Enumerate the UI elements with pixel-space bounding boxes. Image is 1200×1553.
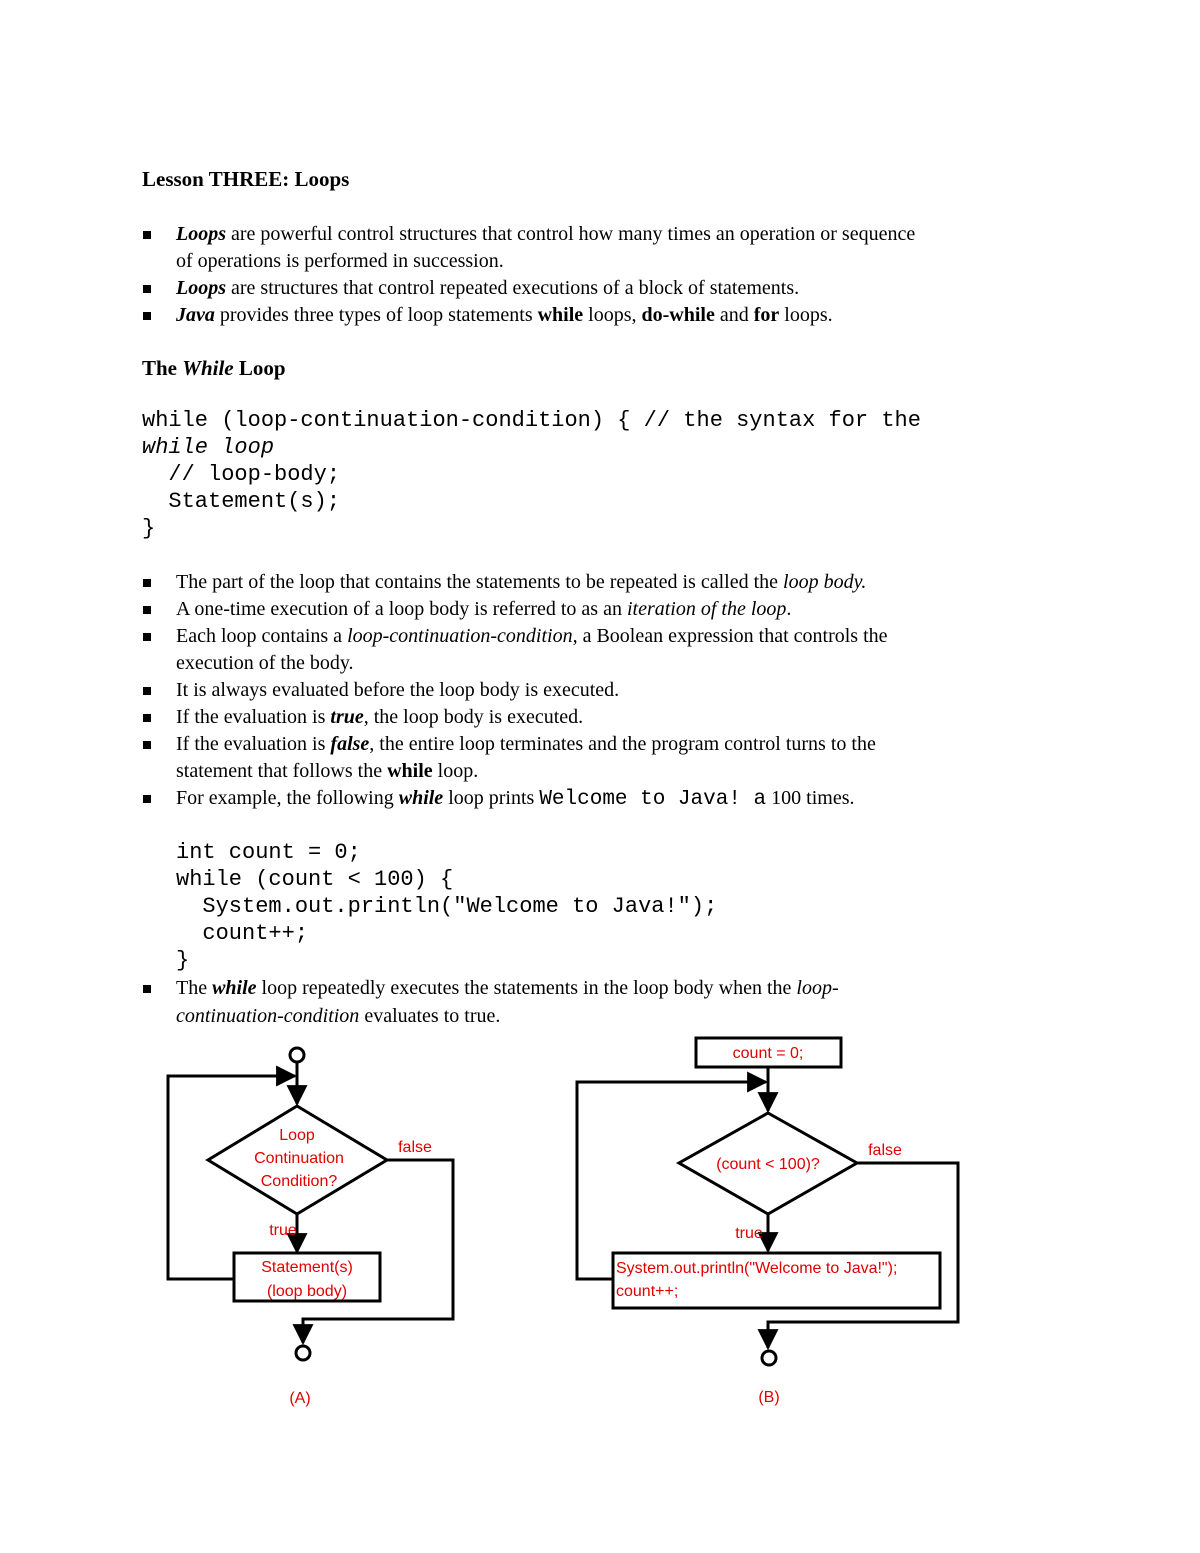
body-text: Statement(s) xyxy=(261,1259,353,1276)
text: statement that follows the xyxy=(176,760,388,782)
loop-back-connector xyxy=(577,1082,766,1279)
body-text: (loop body) xyxy=(266,1283,348,1300)
text: false xyxy=(330,733,370,755)
lesson-heading: Lesson THREE: Loops xyxy=(142,167,350,191)
false-label: false xyxy=(398,1139,432,1156)
text: loop repeatedly executes the statements in the loop body when the xyxy=(256,977,797,999)
text: A one-time execution of a loop body is referred to as an xyxy=(176,598,627,620)
example-line-4: count++; xyxy=(176,921,309,946)
keyword: while xyxy=(387,760,433,782)
condition-text: Continuation xyxy=(254,1150,344,1167)
text: evaluates to true. xyxy=(359,1005,501,1027)
example-line-2: while (count < 100) { xyxy=(176,867,454,892)
text: a Boolean expression that controls the xyxy=(577,625,888,647)
text: loops. xyxy=(779,304,833,326)
keyword: do-while xyxy=(641,304,715,326)
keyword: for xyxy=(753,304,780,326)
text: continuation-condition xyxy=(176,1005,360,1027)
point-4: It is always evaluated before the loop body is executed. xyxy=(176,679,620,701)
term: Java xyxy=(176,304,215,326)
text: loop-continuation-condition, xyxy=(347,625,578,647)
text: If the evaluation is xyxy=(176,706,331,728)
text: loop. xyxy=(432,760,479,782)
text: and xyxy=(714,304,754,326)
text: while xyxy=(212,977,257,999)
text: provides three types of loop statements xyxy=(214,304,538,326)
text: If the evaluation is xyxy=(176,733,331,755)
example-line-3: System.out.println("Welcome to Java!"); xyxy=(176,894,718,919)
text: loop prints xyxy=(443,787,540,809)
syntax-line-3: // loop-body; xyxy=(142,462,341,487)
true-label: true xyxy=(735,1225,763,1242)
intro-item-1-cont: of operations is performed in succession. xyxy=(176,250,504,272)
condition-text: (count < 100)? xyxy=(716,1156,820,1173)
flowchart-b xyxy=(577,1038,958,1365)
flowchart-a xyxy=(168,1048,453,1360)
end-node xyxy=(762,1351,776,1365)
caption-a: (A) xyxy=(289,1390,311,1407)
keyword: while xyxy=(537,304,584,326)
body-text: count++; xyxy=(616,1283,679,1300)
text: loops, xyxy=(583,304,642,326)
condition-text: Loop xyxy=(279,1127,315,1144)
text: loop body. xyxy=(783,571,867,593)
text: loop- xyxy=(796,977,839,999)
example-line-5: } xyxy=(176,948,190,973)
syntax-line-4: Statement(s); xyxy=(142,489,341,514)
flowchart-b-labels xyxy=(616,1045,902,1406)
syntax-line-1: while (loop-continuation-condition) { // the syntax for the xyxy=(142,408,921,433)
init-text: count = 0; xyxy=(732,1045,804,1062)
syntax-line-5: } xyxy=(142,516,156,541)
body-text: System.out.println("Welcome to Java!"); xyxy=(616,1260,898,1277)
condition-text: Condition? xyxy=(260,1173,338,1190)
text: . xyxy=(786,598,792,620)
text: , the loop body is executed. xyxy=(363,706,584,728)
start-node xyxy=(290,1048,304,1062)
point-3-cont: execution of the body. xyxy=(176,652,354,674)
text: While xyxy=(182,356,234,380)
term: Loops xyxy=(176,223,226,245)
term: Loops xyxy=(176,277,226,299)
text: iteration of the loop xyxy=(626,598,787,620)
true-label: true xyxy=(269,1222,297,1239)
text: The xyxy=(142,356,183,380)
caption-b: (B) xyxy=(758,1389,780,1406)
code-text: Welcome to Java! a xyxy=(539,788,767,811)
text: are structures that control repeated executions of a block of statements. xyxy=(226,277,800,299)
flowchart-a-labels xyxy=(254,1127,432,1407)
text: The xyxy=(176,977,213,999)
example-line-1: int count = 0; xyxy=(176,840,361,865)
syntax-line-2: while loop xyxy=(142,435,275,460)
text: , the entire loop terminates and the program control turns to the xyxy=(369,733,876,755)
text: Each loop contains a xyxy=(176,625,348,647)
text: Loop xyxy=(233,356,286,380)
text: The part of the loop that contains the statements to be repeated is called the xyxy=(176,571,784,593)
text: while xyxy=(398,787,444,809)
text: 100 times. xyxy=(766,787,855,809)
text: For example, the following xyxy=(176,787,399,809)
false-label: false xyxy=(868,1142,902,1159)
text: true xyxy=(330,706,364,728)
end-node xyxy=(296,1346,310,1360)
exit-connector xyxy=(768,1163,958,1348)
text: are powerful control structures that control how many times an operation or sequence xyxy=(226,223,916,245)
